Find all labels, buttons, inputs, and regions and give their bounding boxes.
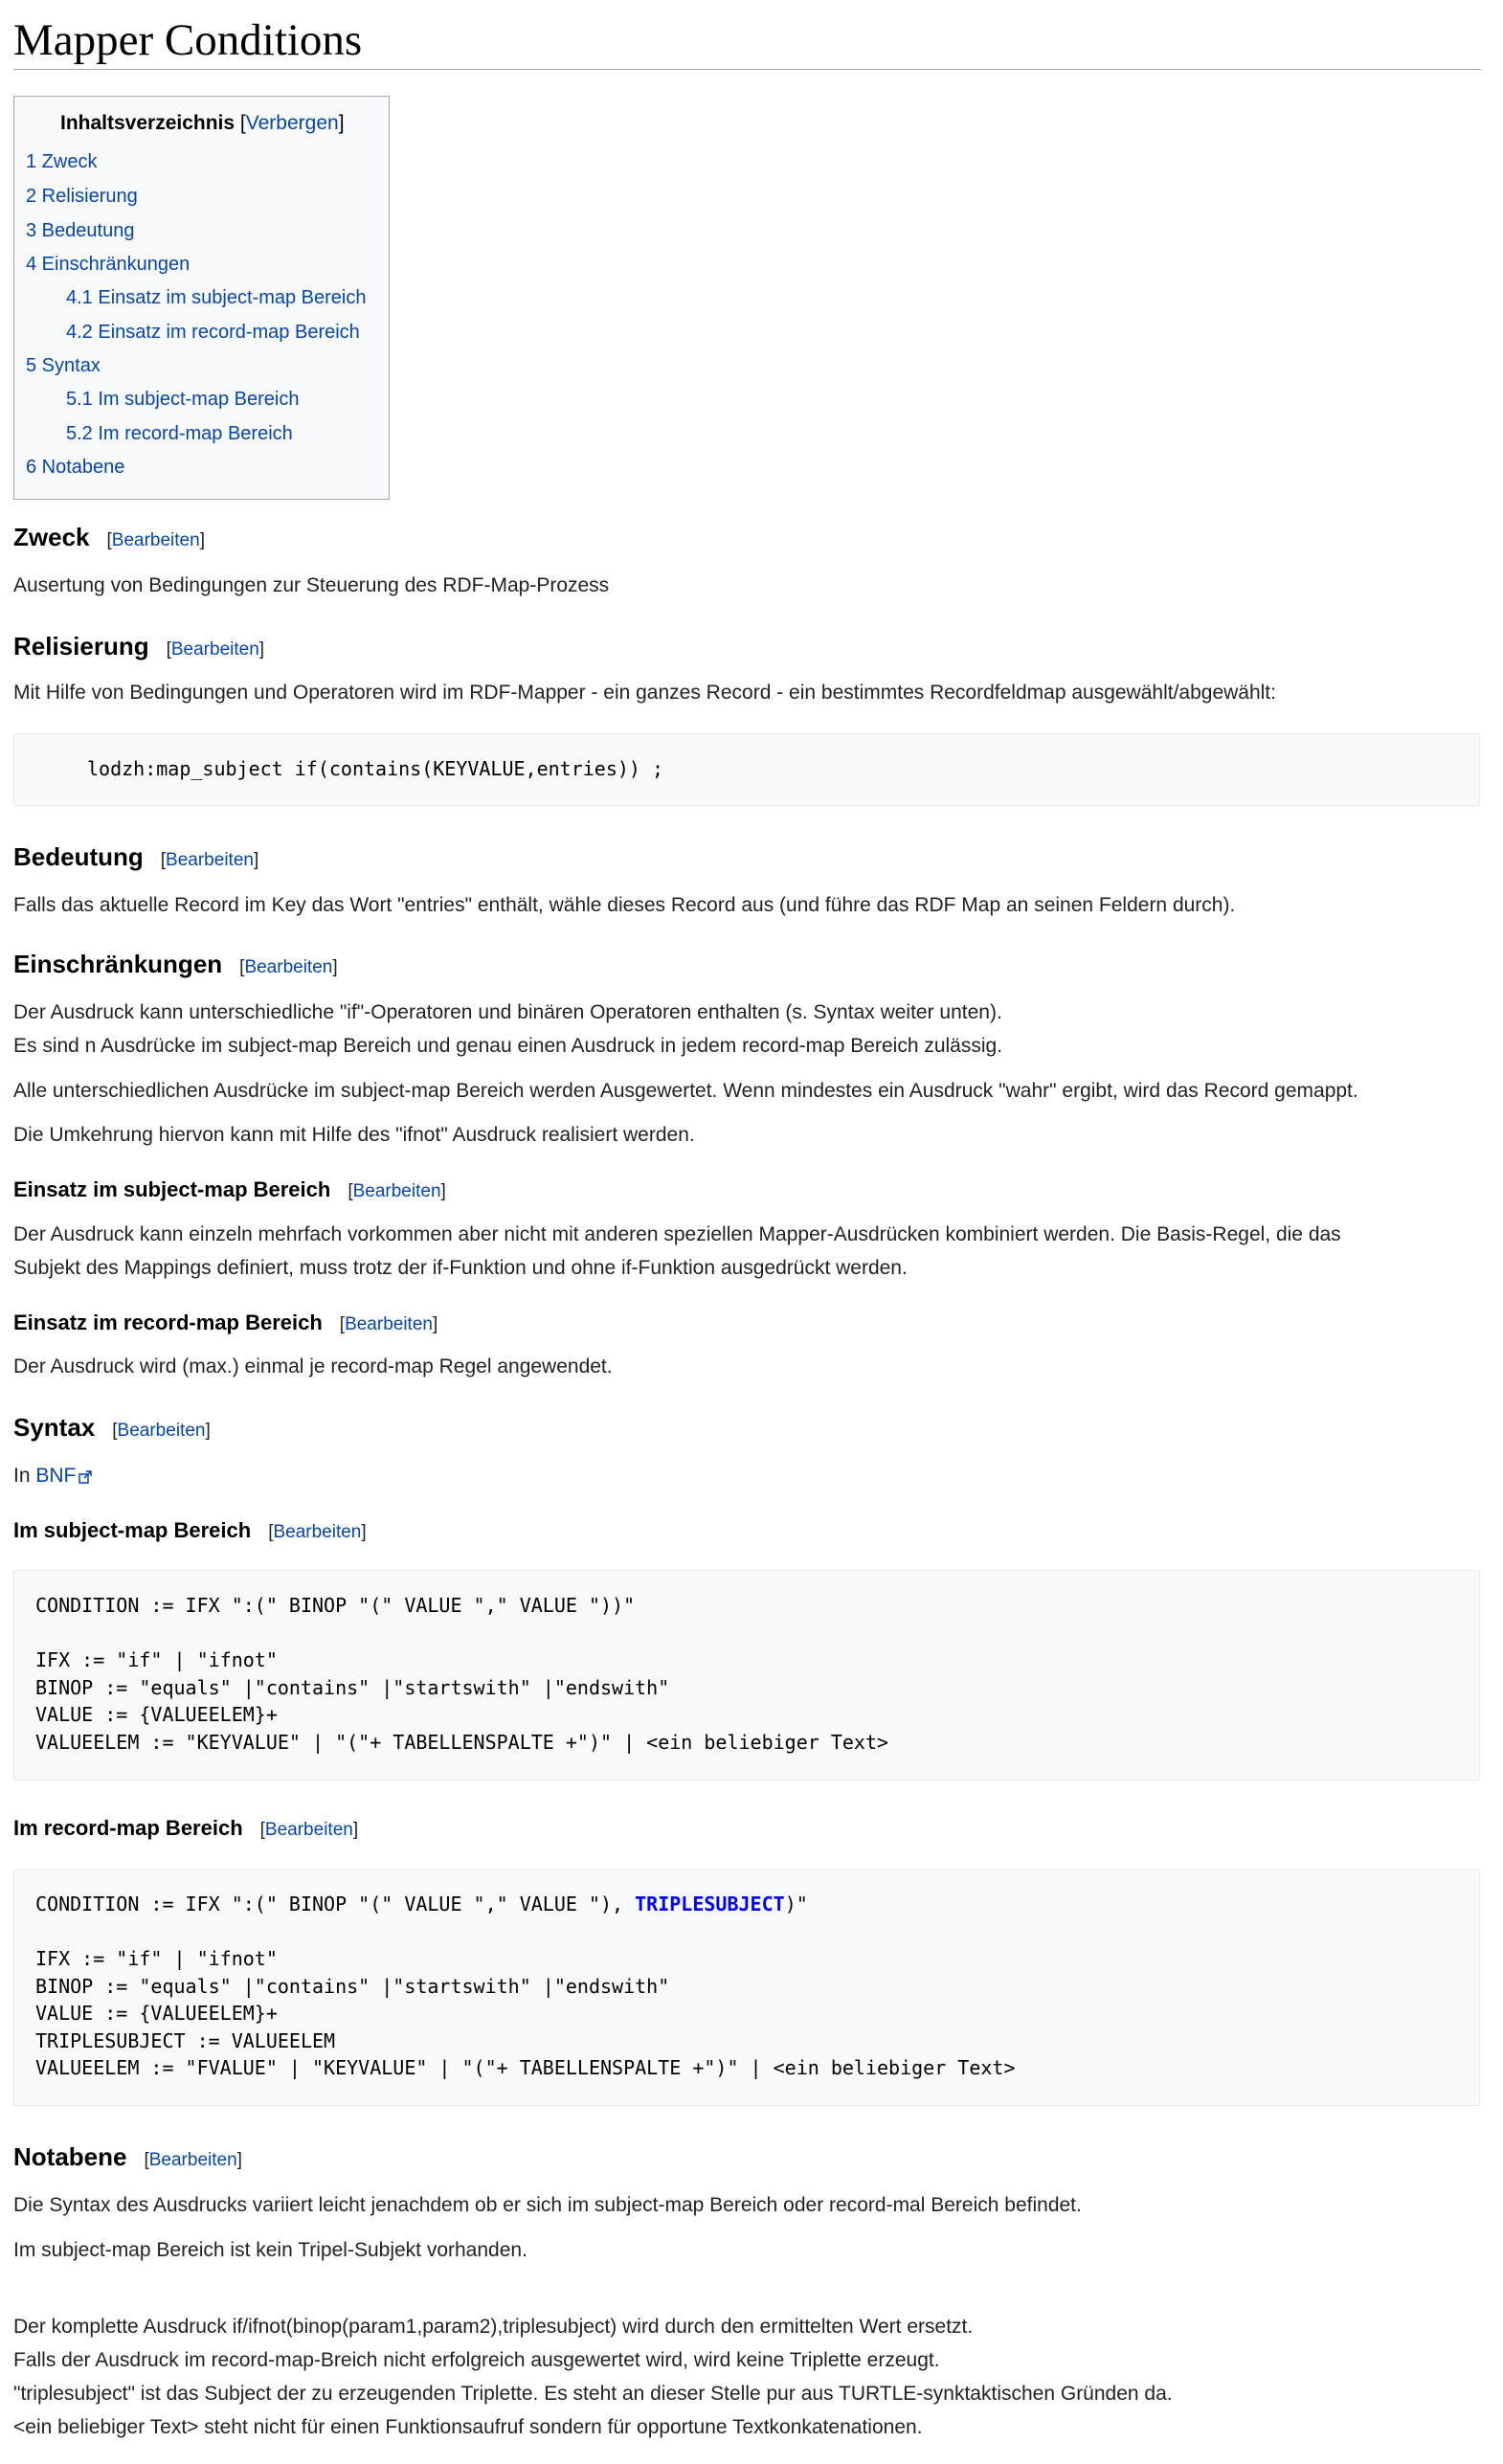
code-line: VALUE := {VALUEELEM}+ — [35, 1703, 278, 1726]
code-line: VALUE := {VALUEELEM}+ — [35, 2002, 278, 2025]
paragraph: Der Ausdruck wird (max.) einmal je record-map Regel angewendet. — [13, 1355, 613, 1378]
paragraph: Die Umkehrung hiervon kann mit Hilfe des "ifnot" Ausdruck realisiert werden. — [13, 1124, 695, 1146]
section-heading-syntax: Syntax [Bearbeiten] — [13, 1413, 211, 1442]
code-keyword-triplesubject: TRIPLESUBJECT — [635, 1893, 785, 1915]
paragraph: Falls das aktuelle Record im Key das Wort "entries" enthält, wähle dieses Record aus (und führe das RDF Map an seinen Feldern durch). — [13, 894, 1236, 916]
edit-link-wrapper: [Bearbeiten] — [268, 1522, 367, 1542]
edit-link-wrapper: [Bearbeiten] — [160, 850, 259, 870]
code-line: BINOP := "equals" |"contains" |"startswith" |"endswith" — [35, 1975, 670, 1998]
edit-link-wrapper: [Bearbeiten] — [239, 957, 338, 977]
edit-link[interactable]: Bearbeiten — [148, 2150, 237, 2170]
toc-item[interactable]: 4 Einschränkungen — [26, 254, 191, 275]
edit-link[interactable]: Bearbeiten — [111, 530, 200, 550]
edit-link-wrapper: [Bearbeiten] — [112, 1421, 211, 1441]
paragraph: Im subject-map Bereich ist kein Tripel-Subjekt vorhanden. — [13, 2239, 527, 2261]
subsection-heading-syntax-subject: Im subject-map Bereich [Bearbeiten] — [13, 1518, 367, 1542]
section-heading-einschraenkungen: Einschränkungen [Bearbeiten] — [13, 950, 338, 978]
code-line: VALUEELEM := "KEYVALUE" | "("+ TABELLENSPALTE +")" | <ein beliebiger Text> — [35, 1731, 889, 1754]
toc-item[interactable]: 5 Syntax — [26, 355, 101, 376]
external-link-icon — [79, 1470, 92, 1484]
toc-item[interactable]: 4.1 Einsatz im subject-map Bereich — [66, 287, 367, 308]
subsection-heading-einsatz-record: Einsatz im record-map Bereich [Bearbeiten] — [13, 1310, 438, 1334]
code-line: VALUEELEM := "FVALUE" | "KEYVALUE" | "("+ TABELLENSPALTE +")" | <ein beliebiger Text> — [35, 2056, 1016, 2079]
paragraph-line: Der Ausdruck kann unterschiedliche "if"-Operatoren und binären Operatoren enthalten (s. Syntax weiter unten). — [13, 1001, 1002, 1023]
edit-link[interactable]: Bearbeiten — [117, 1421, 206, 1441]
toc-item[interactable]: 5.1 Im subject-map Bereich — [66, 389, 300, 410]
code-line: lodzh:map_subject if(contains(KEYVALUE,entries)) ; — [87, 757, 664, 780]
toc-title: Inhaltsverzeichnis — [60, 112, 236, 134]
paragraph: Die Syntax des Ausdrucks variiert leicht jenachdem ob er sich im subject-map Bereich oder record-mal Bereich befindet. — [13, 2194, 1082, 2216]
paragraph-line: "triplesubject" ist das Subject der zu erzeugenden Triplette. Es steht an dieser Stelle pur aus TURTLE-synktaktischen Gründen da. — [13, 2383, 1173, 2405]
section-heading-bedeutung: Bedeutung [Bearbeiten] — [13, 842, 259, 871]
table-of-contents — [13, 96, 390, 500]
page-title: Mapper Conditions — [13, 15, 363, 65]
edit-link[interactable]: Bearbeiten — [244, 957, 333, 977]
code-line: IFX := "if" | "ifnot" — [35, 1947, 278, 1970]
bnf-link[interactable]: BNF — [35, 1465, 77, 1487]
edit-link-wrapper: [Bearbeiten] — [166, 639, 265, 660]
paragraph-line: Der Ausdruck kann einzeln mehrfach vorkommen aber nicht mit anderen speziellen Mapper-Ausdrücken kombiniert werden. Die Basis-Regel, die das — [13, 1223, 1341, 1245]
code-line: IFX := "if" | "ifnot" — [35, 1648, 278, 1671]
edit-link[interactable]: Bearbeiten — [345, 1314, 433, 1334]
toc-header: Inhaltsverzeichnis [Verbergen] — [60, 112, 345, 134]
edit-link-wrapper: [Bearbeiten] — [144, 2150, 242, 2170]
paragraph-line: Der komplette Ausdruck if/ifnot(binop(param1,param2),triplesubject) wird durch den ermittelten Wert ersetzt. — [13, 2316, 974, 2338]
paragraph-line: Falls der Ausdruck im record-map-Breich nicht erfolgreich ausgewertet wird, wird keine Triplette erzeugt. — [13, 2349, 940, 2371]
edit-link[interactable]: Bearbeiten — [352, 1181, 441, 1201]
paragraph: Ausertung von Bedingungen zur Steuerung des RDF-Map-Prozess — [13, 574, 610, 596]
subsection-heading-einsatz-subject: Einsatz im subject-map Bereich [Bearbeiten] — [13, 1177, 446, 1201]
edit-link[interactable]: Bearbeiten — [166, 850, 254, 870]
code-block-example — [13, 733, 1480, 806]
toc-item[interactable]: 5.2 Im record-map Bereich — [66, 423, 293, 444]
subsection-heading-syntax-record: Im record-map Bereich [Bearbeiten] — [13, 1816, 359, 1840]
toc-item[interactable]: 6 Notabene — [26, 457, 125, 478]
toc-item[interactable]: 1 Zweck — [26, 151, 98, 172]
code-line: CONDITION := IFX ":(" BINOP "(" VALUE "," VALUE "), TRIPLESUBJECT)" — [35, 1893, 808, 1915]
paragraph-line: <ein beliebiger Text> steht nicht für einen Funktionsaufruf sondern für opportune Textkonkatenationen. — [13, 2416, 923, 2438]
edit-link[interactable]: Bearbeiten — [273, 1522, 362, 1542]
title-divider — [13, 69, 1481, 70]
paragraph: Mit Hilfe von Bedingungen und Operatoren wird im RDF-Mapper - ein ganzes Record - ein bestimmtes Recordfeldmap ausgewählt/abgewählt: — [13, 682, 1276, 704]
toc-item[interactable]: 4.2 Einsatz im record-map Bereich — [66, 322, 360, 343]
section-heading-notabene: Notabene [Bearbeiten] — [13, 2142, 242, 2171]
paragraph: Alle unterschiedlichen Ausdrücke im subject-map Bereich werden Ausgewertet. Wenn mindestes ein Ausdruck "wahr" ergibt, wird das Record gemappt. — [13, 1080, 1358, 1102]
code-line: BINOP := "equals" |"contains" |"startswith" |"endswith" — [35, 1676, 670, 1699]
code-line: CONDITION := IFX ":(" BINOP "(" VALUE "," VALUE "))" — [35, 1594, 636, 1617]
toc-item[interactable]: 3 Bedeutung — [26, 220, 135, 241]
edit-link-wrapper: [Bearbeiten] — [339, 1314, 438, 1334]
paragraph-line: Subjekt des Mappings definiert, muss trotz der if-Funktion und ohne if-Funktion ausgedrückt werden. — [13, 1257, 908, 1279]
paragraph-line: Es sind n Ausdrücke im subject-map Bereich und genau einen Ausdruck in jedem record-map Bereich zulässig. — [13, 1035, 1003, 1057]
paragraph-syntax-intro: In BNF — [13, 1465, 92, 1488]
section-heading-zweck: Zweck [Bearbeiten] — [13, 523, 205, 551]
edit-link-wrapper: [Bearbeiten] — [348, 1181, 446, 1201]
code-line: TRIPLESUBJECT := VALUEELEM — [35, 2029, 336, 2052]
edit-link[interactable]: Bearbeiten — [264, 1820, 353, 1840]
toc-toggle-link[interactable]: Verbergen — [245, 112, 339, 134]
edit-link-wrapper: [Bearbeiten] — [259, 1820, 359, 1840]
edit-link-wrapper: [Bearbeiten] — [106, 530, 205, 550]
code-block-subject-syntax — [13, 1570, 1480, 1781]
toc-item[interactable]: 2 Relisierung — [26, 186, 138, 207]
edit-link[interactable]: Bearbeiten — [170, 639, 259, 660]
code-block-record-syntax — [13, 1869, 1480, 2106]
section-heading-relisierung: Relisierung [Bearbeiten] — [13, 632, 265, 661]
